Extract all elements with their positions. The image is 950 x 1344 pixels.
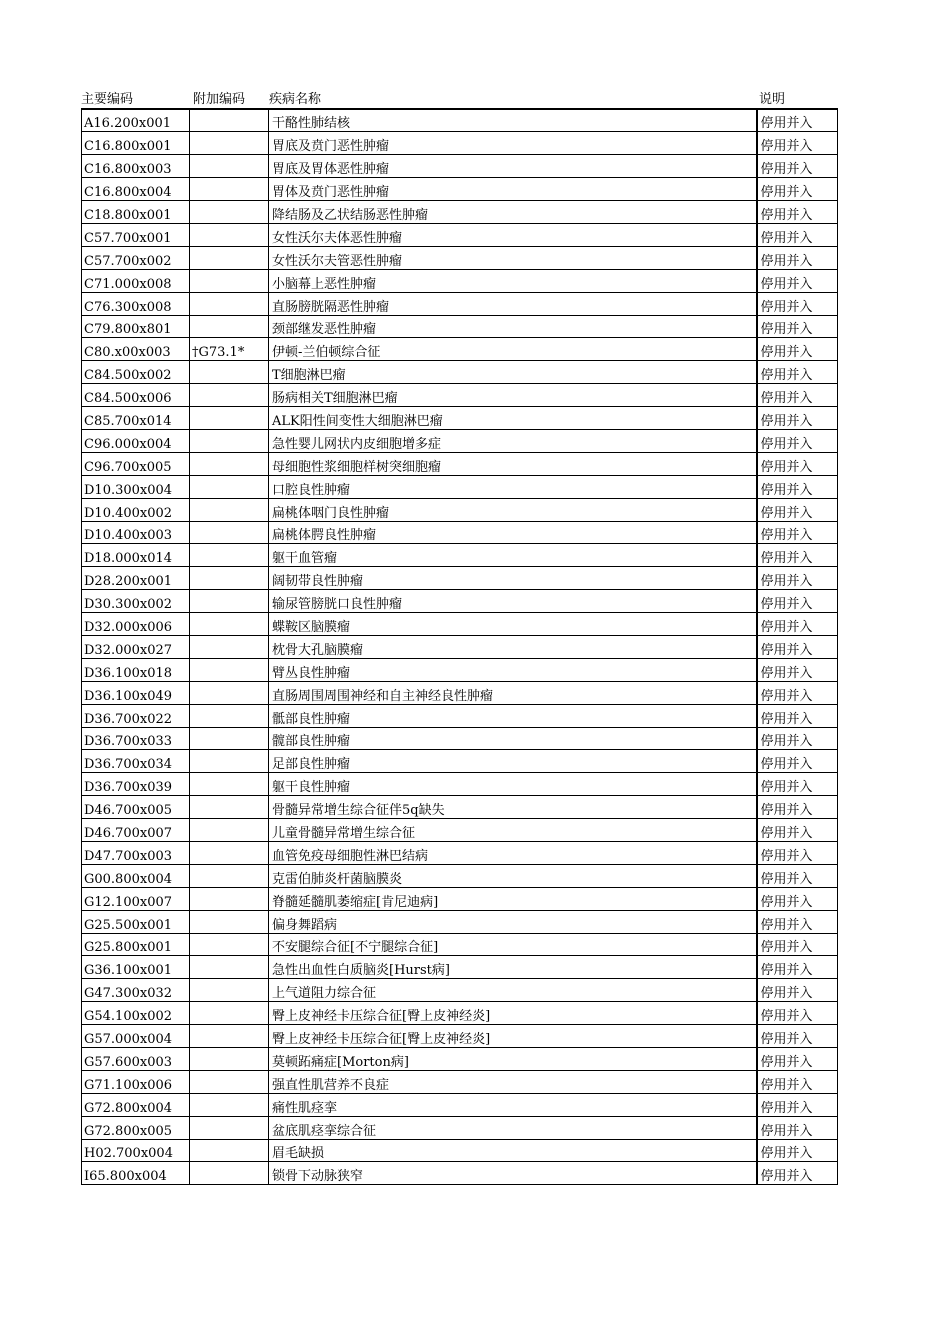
- cell-note: 停用并入: [757, 796, 838, 819]
- cell-disease-name: 偏身舞蹈病: [269, 910, 757, 933]
- cell-main-code: D36.700x039: [82, 773, 190, 796]
- table-row: [82, 727, 838, 750]
- cell-disease-name: 急性出血性白质脑炎[Hurst病]: [269, 956, 757, 979]
- table-row: [82, 1070, 838, 1093]
- cell-disease-name: 阔韧带良性肿瘤: [269, 567, 757, 590]
- header-additional-code: 附加编码: [193, 92, 246, 107]
- cell-disease-name: 胃体及贲门恶性肿瘤: [269, 178, 757, 201]
- cell-disease-name: 胃底及贲门恶性肿瘤: [269, 132, 757, 155]
- cell-note: 停用并入: [757, 109, 838, 132]
- cell-disease-name: 直肠周围周围神经和自主神经良性肿瘤: [269, 681, 757, 704]
- cell-main-code: D32.000x027: [82, 635, 190, 658]
- cell-additional-code: [190, 407, 269, 430]
- cell-main-code: D47.700x003: [82, 842, 190, 865]
- cell-additional-code: [190, 384, 269, 407]
- cell-main-code: C96.000x004: [82, 429, 190, 452]
- cell-additional-code: [190, 1116, 269, 1139]
- cell-additional-code: [190, 727, 269, 750]
- cell-note: 停用并入: [757, 292, 838, 315]
- cell-disease-name: 臂丛良性肿瘤: [269, 658, 757, 681]
- table-row: [82, 109, 838, 132]
- cell-main-code: D10.400x002: [82, 498, 190, 521]
- cell-additional-code: [190, 1139, 269, 1162]
- cell-note: 停用并入: [757, 727, 838, 750]
- table-row: [82, 269, 838, 292]
- cell-additional-code: [190, 315, 269, 338]
- cell-additional-code: [190, 1002, 269, 1025]
- table-row: [82, 750, 838, 773]
- table-row: [82, 658, 838, 681]
- cell-additional-code: [190, 429, 269, 452]
- cell-additional-code: †G73.1*: [190, 338, 269, 361]
- cell-note: 停用并入: [757, 338, 838, 361]
- cell-main-code: A16.200x001: [82, 109, 190, 132]
- cell-additional-code: [190, 223, 269, 246]
- cell-additional-code: [190, 658, 269, 681]
- cell-note: 停用并入: [757, 1093, 838, 1116]
- cell-disease-name: 臀上皮神经卡压综合征[臀上皮神经炎]: [269, 1002, 757, 1025]
- cell-disease-name: 干酪性肺结核: [269, 109, 757, 132]
- cell-main-code: C85.700x014: [82, 407, 190, 430]
- cell-note: 停用并入: [757, 1139, 838, 1162]
- cell-main-code: D46.700x005: [82, 796, 190, 819]
- cell-main-code: C18.800x001: [82, 201, 190, 224]
- cell-disease-name: 痛性肌痉挛: [269, 1093, 757, 1116]
- cell-main-code: G72.800x005: [82, 1116, 190, 1139]
- cell-disease-name: 莫顿跖痛症[Morton病]: [269, 1048, 757, 1071]
- cell-note: 停用并入: [757, 475, 838, 498]
- cell-main-code: G54.100x002: [82, 1002, 190, 1025]
- table-row: [82, 704, 838, 727]
- cell-additional-code: [190, 933, 269, 956]
- cell-additional-code: [190, 475, 269, 498]
- cell-additional-code: [190, 1070, 269, 1093]
- cell-main-code: G47.300x032: [82, 979, 190, 1002]
- cell-additional-code: [190, 361, 269, 384]
- table-row: [82, 315, 838, 338]
- cell-additional-code: [190, 498, 269, 521]
- cell-main-code: C57.700x001: [82, 223, 190, 246]
- cell-disease-name: 不安腿综合征[不宁腿综合征]: [269, 933, 757, 956]
- cell-note: 停用并入: [757, 407, 838, 430]
- cell-disease-name: 盆底肌痉挛综合征: [269, 1116, 757, 1139]
- cell-main-code: C16.800x004: [82, 178, 190, 201]
- cell-additional-code: [190, 590, 269, 613]
- cell-note: 停用并入: [757, 979, 838, 1002]
- table-row: [82, 521, 838, 544]
- cell-disease-name: 髋部良性肿瘤: [269, 727, 757, 750]
- cell-main-code: D30.300x002: [82, 590, 190, 613]
- code-sheet: [81, 90, 837, 1185]
- cell-disease-name: 枕骨大孔脑膜瘤: [269, 635, 757, 658]
- cell-disease-name: 足部良性肿瘤: [269, 750, 757, 773]
- cell-note: 停用并入: [757, 1116, 838, 1139]
- table-row: [82, 429, 838, 452]
- cell-disease-name: 小脑幕上恶性肿瘤: [269, 269, 757, 292]
- cell-disease-name: 急性婴儿网状内皮细胞增多症: [269, 429, 757, 452]
- table-row: [82, 1025, 838, 1048]
- cell-additional-code: [190, 1162, 269, 1185]
- cell-disease-name: 输尿管膀胱口良性肿瘤: [269, 590, 757, 613]
- table-row: [82, 178, 838, 201]
- cell-additional-code: [190, 773, 269, 796]
- cell-note: 停用并入: [757, 1025, 838, 1048]
- cell-disease-name: 胃底及胃体恶性肿瘤: [269, 155, 757, 178]
- table-row: [82, 681, 838, 704]
- cell-disease-name: 蝶鞍区脑膜瘤: [269, 613, 757, 636]
- cell-main-code: C76.300x008: [82, 292, 190, 315]
- cell-note: 停用并入: [757, 842, 838, 865]
- cell-disease-name: 母细胞性浆细胞样树突细胞瘤: [269, 452, 757, 475]
- cell-note: 停用并入: [757, 315, 838, 338]
- cell-additional-code: [190, 1093, 269, 1116]
- cell-main-code: D10.400x003: [82, 521, 190, 544]
- table-row: [82, 292, 838, 315]
- cell-disease-name: 锁骨下动脉狭窄: [269, 1162, 757, 1185]
- cell-main-code: G57.600x003: [82, 1048, 190, 1071]
- disease-code-table: [81, 108, 838, 1185]
- header-main-code: 主要编码: [81, 92, 134, 107]
- cell-note: 停用并入: [757, 613, 838, 636]
- cell-main-code: G25.500x001: [82, 910, 190, 933]
- cell-additional-code: [190, 681, 269, 704]
- cell-disease-name: 肠病相关T细胞淋巴瘤: [269, 384, 757, 407]
- cell-note: 停用并入: [757, 201, 838, 224]
- cell-note: 停用并入: [757, 521, 838, 544]
- cell-main-code: G72.800x004: [82, 1093, 190, 1116]
- cell-disease-name: 眉毛缺损: [269, 1139, 757, 1162]
- table-row: [82, 201, 838, 224]
- table-row: [82, 910, 838, 933]
- cell-disease-name: 伊顿-兰伯顿综合征: [269, 338, 757, 361]
- cell-disease-name: ALK阳性间变性大细胞淋巴瘤: [269, 407, 757, 430]
- table-row: [82, 567, 838, 590]
- cell-disease-name: 直肠膀胱隔恶性肿瘤: [269, 292, 757, 315]
- cell-main-code: G57.000x004: [82, 1025, 190, 1048]
- table-row: [82, 1162, 838, 1185]
- cell-disease-name: 骶部良性肿瘤: [269, 704, 757, 727]
- cell-additional-code: [190, 842, 269, 865]
- cell-disease-name: 降结肠及乙状结肠恶性肿瘤: [269, 201, 757, 224]
- table-row: [82, 933, 838, 956]
- cell-note: 停用并入: [757, 956, 838, 979]
- cell-note: 停用并入: [757, 590, 838, 613]
- cell-note: 停用并入: [757, 887, 838, 910]
- cell-main-code: G12.100x007: [82, 887, 190, 910]
- cell-main-code: D36.700x022: [82, 704, 190, 727]
- table-row: [82, 842, 838, 865]
- cell-main-code: D46.700x007: [82, 819, 190, 842]
- cell-main-code: D28.200x001: [82, 567, 190, 590]
- cell-main-code: D10.300x004: [82, 475, 190, 498]
- cell-disease-name: 克雷伯肺炎杆菌脑膜炎: [269, 864, 757, 887]
- cell-disease-name: 臀上皮神经卡压综合征[臀上皮神经炎]: [269, 1025, 757, 1048]
- table-row: [82, 338, 838, 361]
- cell-additional-code: [190, 887, 269, 910]
- table-row: [82, 956, 838, 979]
- table-row: [82, 1002, 838, 1025]
- cell-additional-code: [190, 269, 269, 292]
- cell-disease-name: 女性沃尔夫体恶性肿瘤: [269, 223, 757, 246]
- cell-main-code: H02.700x004: [82, 1139, 190, 1162]
- cell-additional-code: [190, 796, 269, 819]
- cell-disease-name: 颈部继发恶性肿瘤: [269, 315, 757, 338]
- cell-note: 停用并入: [757, 567, 838, 590]
- cell-note: 停用并入: [757, 704, 838, 727]
- cell-main-code: G71.100x006: [82, 1070, 190, 1093]
- cell-disease-name: 脊髓延髓肌萎缩症[肯尼迪病]: [269, 887, 757, 910]
- table-row: [82, 1139, 838, 1162]
- cell-note: 停用并入: [757, 384, 838, 407]
- cell-main-code: D36.700x034: [82, 750, 190, 773]
- cell-additional-code: [190, 109, 269, 132]
- table-row: [82, 498, 838, 521]
- cell-note: 停用并入: [757, 864, 838, 887]
- table-row: [82, 590, 838, 613]
- table-row: [82, 887, 838, 910]
- cell-note: 停用并入: [757, 361, 838, 384]
- cell-main-code: C84.500x002: [82, 361, 190, 384]
- cell-disease-name: 儿童骨髓异常增生综合征: [269, 819, 757, 842]
- cell-disease-name: 扁桃体咽门良性肿瘤: [269, 498, 757, 521]
- table-row: [82, 864, 838, 887]
- cell-additional-code: [190, 750, 269, 773]
- cell-note: 停用并入: [757, 544, 838, 567]
- cell-note: 停用并入: [757, 155, 838, 178]
- cell-note: 停用并入: [757, 658, 838, 681]
- cell-additional-code: [190, 979, 269, 1002]
- cell-note: 停用并入: [757, 819, 838, 842]
- cell-additional-code: [190, 521, 269, 544]
- cell-note: 停用并入: [757, 132, 838, 155]
- cell-note: 停用并入: [757, 1002, 838, 1025]
- cell-main-code: C96.700x005: [82, 452, 190, 475]
- cell-disease-name: 口腔良性肿瘤: [269, 475, 757, 498]
- cell-note: 停用并入: [757, 635, 838, 658]
- cell-disease-name: T细胞淋巴瘤: [269, 361, 757, 384]
- cell-note: 停用并入: [757, 750, 838, 773]
- cell-main-code: G00.800x004: [82, 864, 190, 887]
- cell-additional-code: [190, 201, 269, 224]
- cell-disease-name: 上气道阻力综合征: [269, 979, 757, 1002]
- table-row: [82, 384, 838, 407]
- cell-main-code: C16.800x001: [82, 132, 190, 155]
- cell-note: 停用并入: [757, 178, 838, 201]
- table-row: [82, 223, 838, 246]
- cell-note: 停用并入: [757, 1048, 838, 1071]
- cell-additional-code: [190, 246, 269, 269]
- cell-note: 停用并入: [757, 1162, 838, 1185]
- cell-additional-code: [190, 613, 269, 636]
- cell-disease-name: 骨髓异常增生综合征伴5q缺失: [269, 796, 757, 819]
- table-row: [82, 475, 838, 498]
- cell-main-code: D18.000x014: [82, 544, 190, 567]
- table-row: [82, 407, 838, 430]
- cell-additional-code: [190, 1025, 269, 1048]
- cell-additional-code: [190, 635, 269, 658]
- cell-additional-code: [190, 292, 269, 315]
- cell-disease-name: 女性沃尔夫管恶性肿瘤: [269, 246, 757, 269]
- cell-additional-code: [190, 704, 269, 727]
- table-row: [82, 613, 838, 636]
- cell-disease-name: 血管免疫母细胞性淋巴结病: [269, 842, 757, 865]
- table-row: [82, 773, 838, 796]
- table-row: [82, 452, 838, 475]
- cell-note: 停用并入: [757, 498, 838, 521]
- cell-main-code: D32.000x006: [82, 613, 190, 636]
- cell-note: 停用并入: [757, 1070, 838, 1093]
- table-row: [82, 155, 838, 178]
- table-row: [82, 979, 838, 1002]
- header-note: 说明: [759, 92, 786, 107]
- cell-additional-code: [190, 567, 269, 590]
- cell-note: 停用并入: [757, 452, 838, 475]
- cell-note: 停用并入: [757, 910, 838, 933]
- cell-additional-code: [190, 864, 269, 887]
- cell-main-code: C79.800x801: [82, 315, 190, 338]
- table-body: [82, 109, 838, 1185]
- cell-note: 停用并入: [757, 933, 838, 956]
- cell-disease-name: 强直性肌营养不良症: [269, 1070, 757, 1093]
- cell-additional-code: [190, 452, 269, 475]
- cell-note: 停用并入: [757, 223, 838, 246]
- cell-disease-name: 躯干良性肿瘤: [269, 773, 757, 796]
- cell-additional-code: [190, 155, 269, 178]
- cell-main-code: D36.100x049: [82, 681, 190, 704]
- cell-note: 停用并入: [757, 246, 838, 269]
- cell-additional-code: [190, 544, 269, 567]
- cell-additional-code: [190, 132, 269, 155]
- cell-note: 停用并入: [757, 681, 838, 704]
- cell-additional-code: [190, 956, 269, 979]
- cell-main-code: I65.800x004: [82, 1162, 190, 1185]
- header-disease-name: 疾病名称: [269, 92, 322, 107]
- cell-additional-code: [190, 910, 269, 933]
- cell-additional-code: [190, 819, 269, 842]
- table-row: [82, 1093, 838, 1116]
- cell-main-code: C84.500x006: [82, 384, 190, 407]
- table-row: [82, 361, 838, 384]
- cell-main-code: D36.100x018: [82, 658, 190, 681]
- cell-main-code: G36.100x001: [82, 956, 190, 979]
- table-row: [82, 796, 838, 819]
- cell-disease-name: 躯干血管瘤: [269, 544, 757, 567]
- cell-additional-code: [190, 178, 269, 201]
- table-row: [82, 246, 838, 269]
- table-row: [82, 819, 838, 842]
- cell-main-code: C57.700x002: [82, 246, 190, 269]
- cell-main-code: G25.800x001: [82, 933, 190, 956]
- cell-note: 停用并入: [757, 429, 838, 452]
- table-row: [82, 544, 838, 567]
- cell-additional-code: [190, 1048, 269, 1071]
- cell-main-code: C80.x00x003: [82, 338, 190, 361]
- table-header: [81, 90, 837, 108]
- table-row: [82, 1048, 838, 1071]
- cell-note: 停用并入: [757, 773, 838, 796]
- table-row: [82, 1116, 838, 1139]
- cell-main-code: C71.000x008: [82, 269, 190, 292]
- cell-main-code: D36.700x033: [82, 727, 190, 750]
- cell-note: 停用并入: [757, 269, 838, 292]
- table-row: [82, 132, 838, 155]
- cell-disease-name: 扁桃体腭良性肿瘤: [269, 521, 757, 544]
- cell-main-code: C16.800x003: [82, 155, 190, 178]
- table-row: [82, 635, 838, 658]
